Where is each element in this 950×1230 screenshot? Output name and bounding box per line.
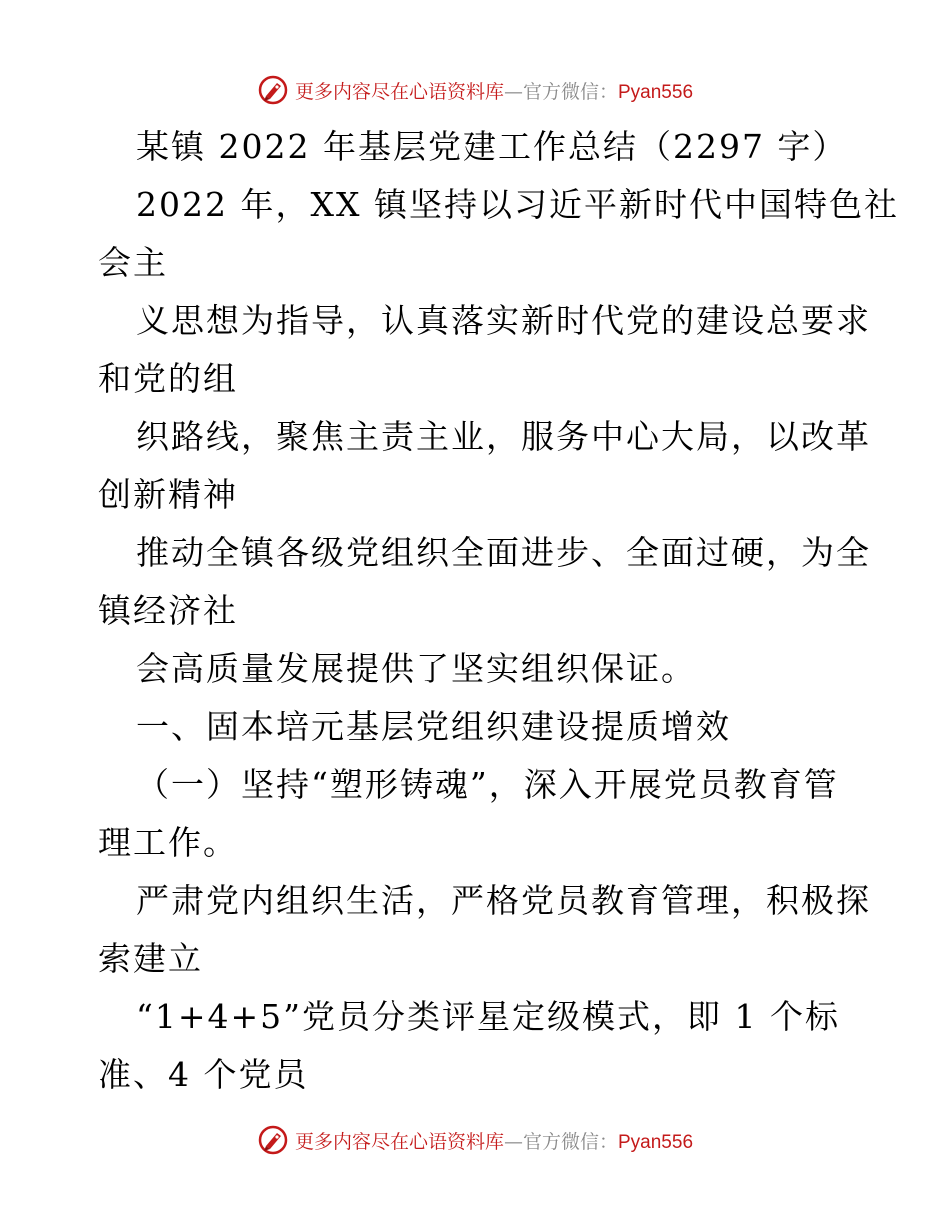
paragraph-line: 和党的组 <box>98 359 238 398</box>
pen-seal-logo-icon <box>257 74 289 106</box>
paragraph-line: 镇经济社 <box>98 591 238 630</box>
section-heading: 一、固本培元基层党组织建设提质增效 <box>136 707 731 746</box>
watermark-wechat-label: 官方微信： <box>522 80 618 103</box>
document-title: 某镇 2022 年基层党建工作总结（2297 字） <box>136 127 848 166</box>
watermark-wechat-label: 官方微信： <box>522 1130 618 1153</box>
watermark-text <box>295 77 693 104</box>
paragraph-line: 创新精神 <box>98 475 238 514</box>
watermark-separator: — <box>503 80 523 103</box>
watermark-separator: — <box>503 1130 523 1153</box>
watermark-brand: 更多内容尽在心语资料库 <box>294 80 504 103</box>
footer-watermark <box>0 1120 950 1160</box>
paragraph-line: 义思想为指导，认真落实新时代党的建设总要求 <box>136 301 871 340</box>
paragraph-line: 织路线，聚焦主责主业，服务中心大局，以改革 <box>136 417 871 456</box>
paragraph-line: 会高质量发展提供了坚实组织保证。 <box>136 649 696 688</box>
paragraph-line: 2022 年，XX 镇坚持以习近平新时代中国特色社 <box>136 185 899 224</box>
paragraph-line: “1+4+5”党员分类评星定级模式，即 1 个标 <box>136 997 841 1036</box>
paragraph-line: 理工作。 <box>98 823 238 862</box>
paragraph-line: 推动全镇各级党组织全面进步、全面过硬，为全 <box>136 533 871 572</box>
subsection-heading: （一）坚持“塑形铸魂”，深入开展党员教育管 <box>136 765 839 804</box>
document-body <box>98 118 899 1104</box>
header-watermark <box>0 70 950 110</box>
paragraph-line: 准、4 个党员 <box>98 1055 309 1094</box>
paragraph-line: 严肃党内组织生活，严格党员教育管理，积极探 <box>136 881 871 920</box>
watermark-text <box>295 1127 693 1154</box>
watermark-brand: 更多内容尽在心语资料库 <box>294 1130 504 1153</box>
paragraph-line: 索建立 <box>98 939 203 978</box>
watermark-wechat-id: Pyan556 <box>618 1131 694 1153</box>
paragraph-line: 会主 <box>98 243 168 282</box>
watermark-wechat-id: Pyan556 <box>618 81 694 103</box>
pen-seal-logo-icon <box>257 1124 289 1156</box>
